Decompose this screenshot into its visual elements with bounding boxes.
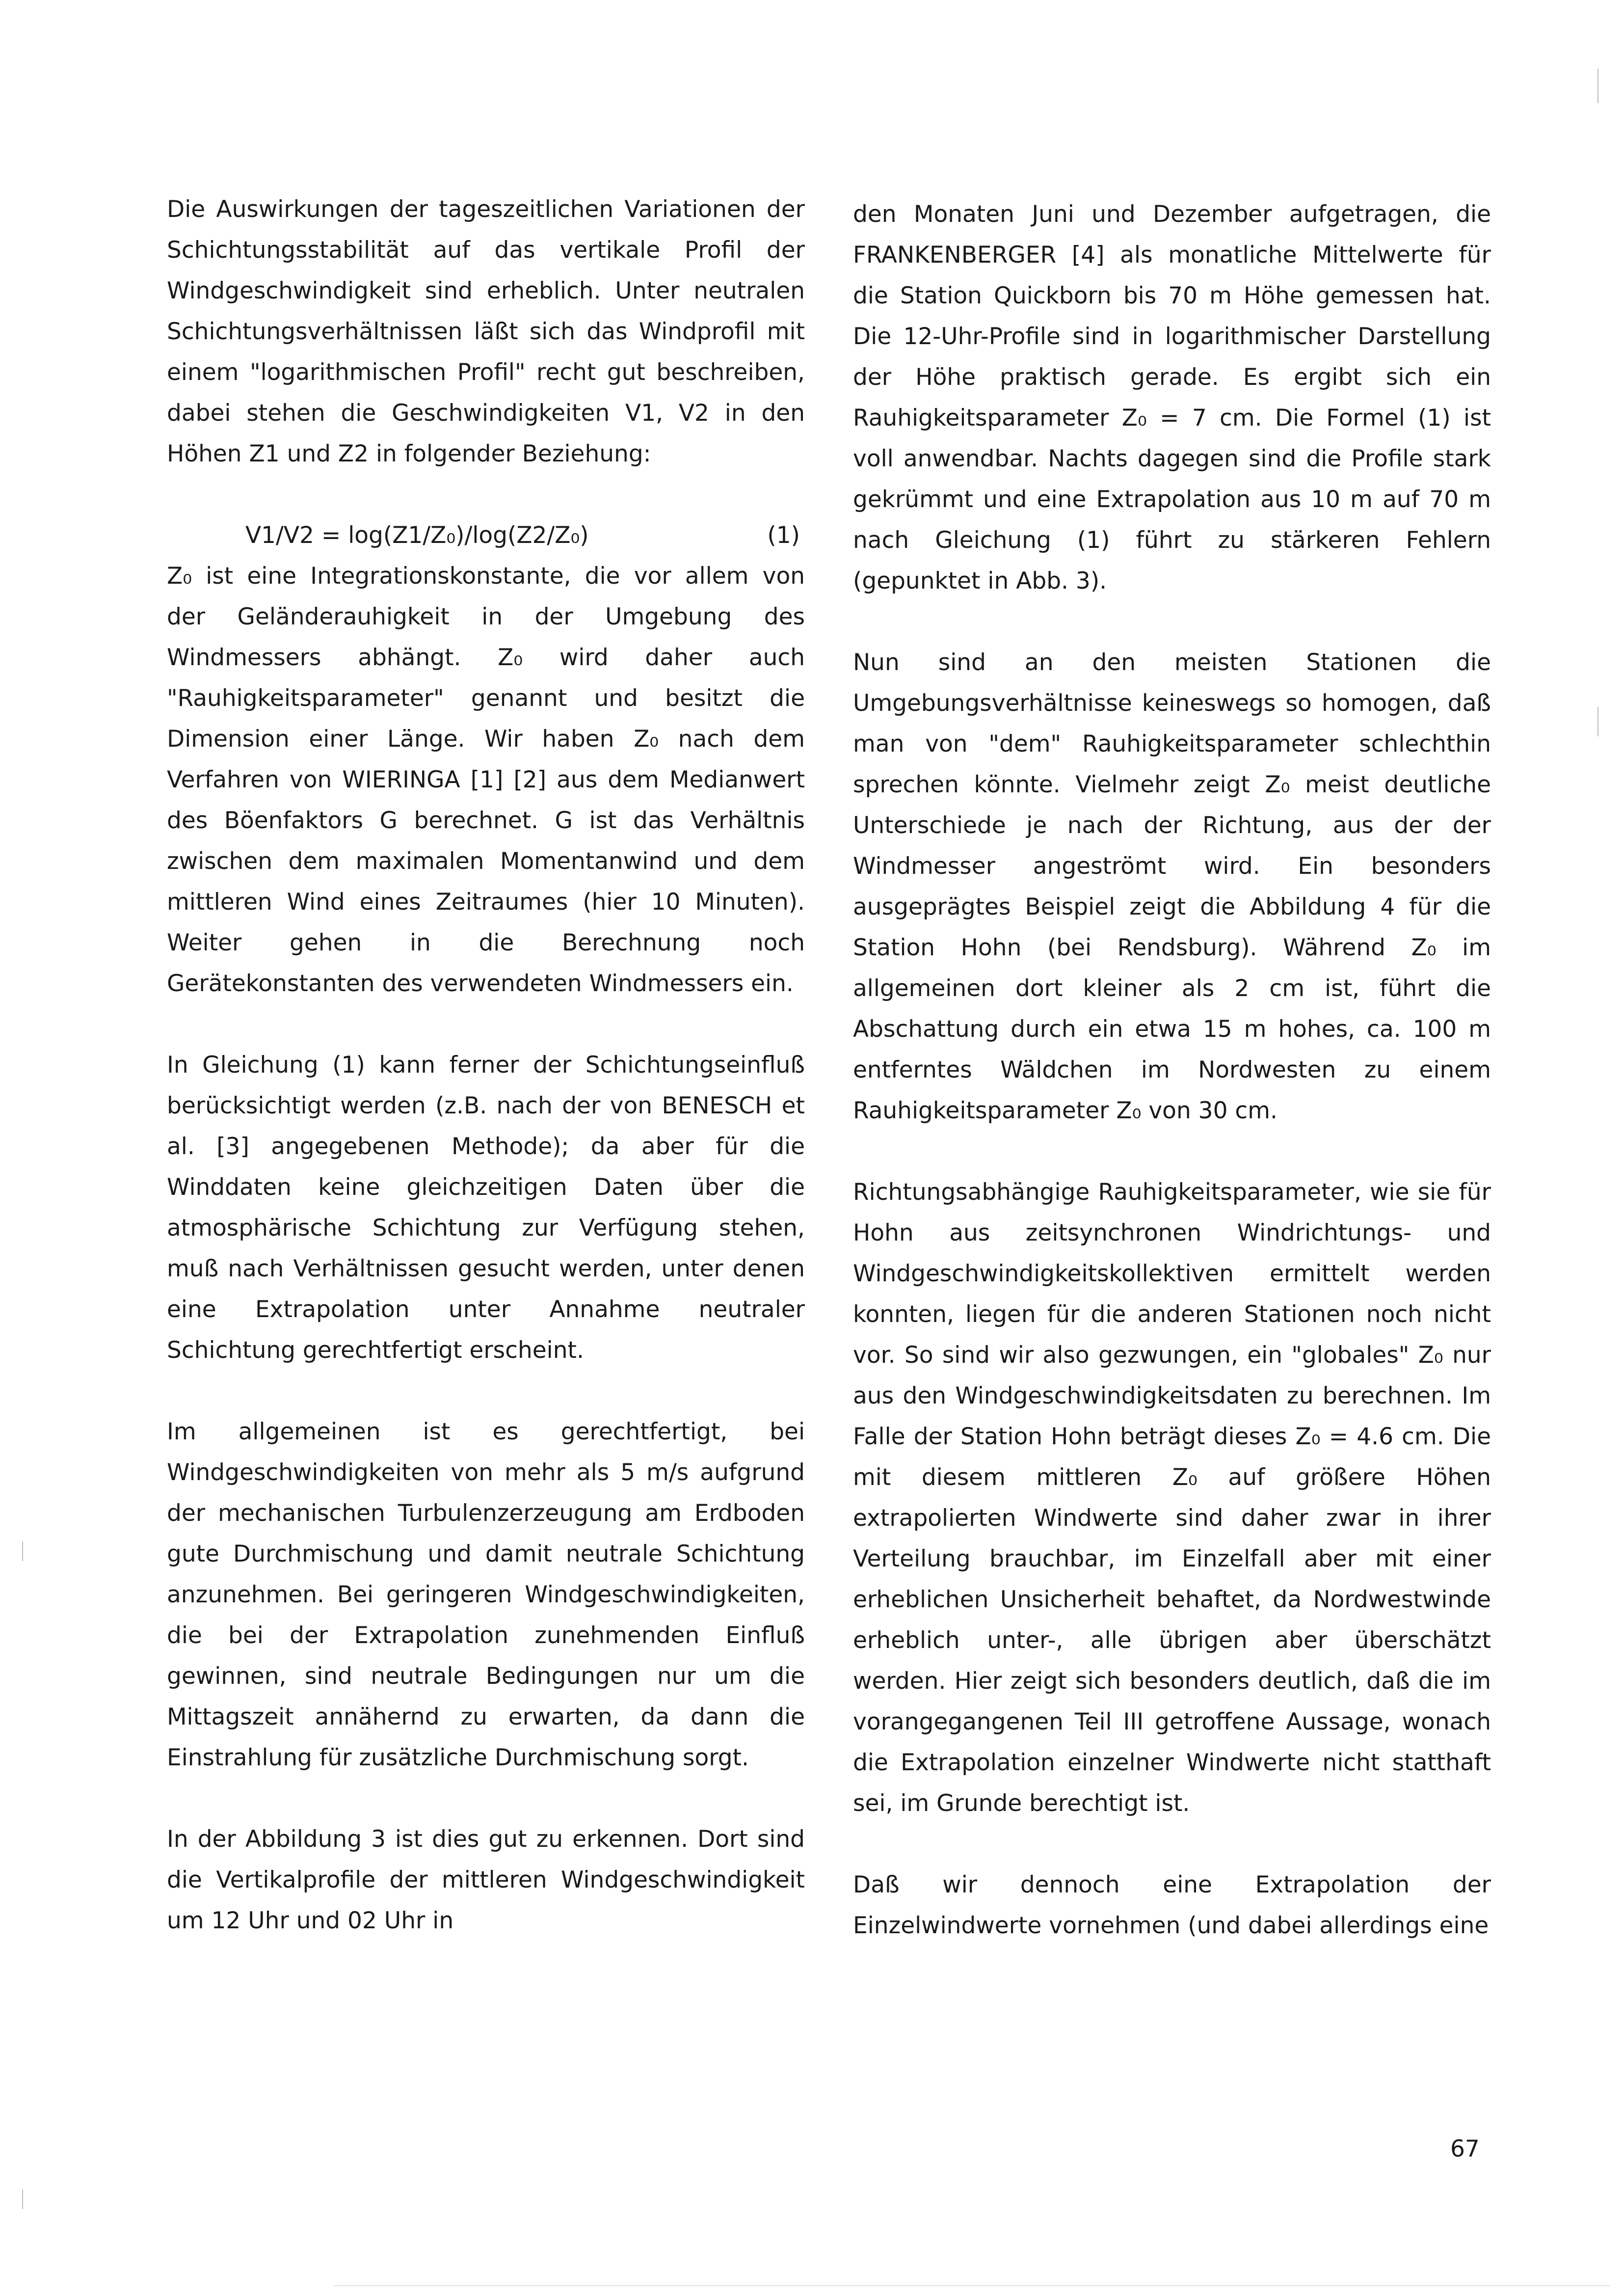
scan-bottom-rule — [334, 2285, 1610, 2286]
paragraph-integrationskonstante: Z₀ ist eine Integrationskonstante, die vor allem von der Geländerauhigkeit in der Umgebung des Windmessers abhängt. Z₀ wird daher auch "Rauhigkeitsparameter" genannt und besitzt die Dimension einer Länge. Wir haben Z₀ nach dem Verfahren von WIERINGA [1] [2] aus dem Medianwert des Böenfaktors G berechnet. G ist das Verhältnis zwischen dem maximalen Momentanwind und dem mittleren Wind eines Zeitraumes (hier 10 Minuten). Weiter gehen in die Berechnung noch Gerätekonstanten des verwendeten Windmessers ein. — [167, 563, 805, 997]
scan-edge-mark — [1597, 707, 1598, 736]
left-text-column — [167, 189, 805, 1941]
paragraph-extrapolation-einzelwindwerte: Daß wir dennoch eine Extrapolation der Einzelwindwerte vornehmen (und dabei allerdings eine — [853, 1871, 1491, 1939]
equation-1 — [167, 515, 805, 556]
paragraph-schichtungsstabilitaet: Die Auswirkungen der tageszeitlichen Variationen der Schichtungsstabilität auf das vertikale Profil der Windgeschwindigkeit sind erheblich. Unter neutralen Schichtungsverhältnissen läßt sich das Windprofil mit einem "logarithmischen Profil" recht gut beschreiben, dabei stehen die Geschwindigkeiten V1, V2 in den Höhen Z1 und Z2 in folgender Beziehung: — [167, 196, 805, 467]
scan-edge-mark — [22, 2189, 23, 2209]
page-number: 67 — [1450, 2135, 1480, 2162]
paragraph-quickborn-profile: den Monaten Juni und Dezember aufgetragen, die FRANKENBERGER [4] als monatliche Mittelwerte für die Station Quickborn bis 70 m Höhe gemessen hat. Die 12-Uhr-Profile sind in logarithmischer Darstellung der Höhe praktisch gerade. Es ergibt sich ein Rauhigkeitsparameter Z₀ = 7 cm. Die Formel (1) ist voll anwendbar. Nachts dagegen sind die Profile stark gekrümmt und eine Extrapolation aus 10 m auf 70 m nach Gleichung (1) führt zu stärkeren Fehlern (gepunktet in Abb. 3). — [853, 201, 1491, 594]
right-text-column — [853, 194, 1491, 1946]
equation-expression: V1/V2 = log(Z1/Z₀)/log(Z2/Z₀) — [245, 522, 589, 549]
paragraph-schichtungseinfluss: In Gleichung (1) kann ferner der Schichtungseinfluß berücksichtigt werden (z.B. nach der von BENESCH et al. [3] angegebenen Methode); da aber für die Winddaten keine gleichzeitigen Daten über die atmosphärische Schichtung zur Verfügung stehen, muß nach Verhältnissen gesucht werden, unter denen eine Extrapolation unter Annahme neutraler Schichtung gerechtfertigt erscheint. — [167, 1052, 805, 1364]
equation-number: (1) — [767, 522, 800, 549]
paragraph-neutrale-schichtung: Im allgemeinen ist es gerechtfertigt, bei Windgeschwindigkeiten von mehr als 5 m/s aufgrund der mechanischen Turbulenzerzeugung am Erdboden gute Durchmischung und damit neutrale Schichtung anzunehmen. Bei geringeren Windgeschwindigkeiten, die bei der Extrapolation zunehmenden Einfluß gewinnen, sind neutrale Bedingungen nur um die Mittagszeit annähernd zu erwarten, da dann die Einstrahlung für zusätzliche Durchmischung sorgt. — [167, 1418, 805, 1771]
paragraph-umgebungsverhaeltnisse: Nun sind an den meisten Stationen die Umgebungsverhältnisse keineswegs so homogen, daß man von "dem" Rauhigkeitsparameter schlechthin sprechen könnte. Vielmehr zeigt Z₀ meist deutliche Unterschiede je nach der Richtung, aus der der Windmesser angeströmt wird. Ein besonders ausgeprägtes Beispiel zeigt die Abbildung 4 für die Station Hohn (bei Rendsburg). Während Z₀ im allgemeinen dort kleiner als 2 cm ist, führt die Abschattung durch ein etwa 15 m hohes, ca. 100 m entferntes Wäldchen im Nordwesten zu einem Rauhigkeitsparameter Z₀ von 30 cm. — [853, 649, 1491, 1124]
scan-edge-mark — [22, 1541, 23, 1561]
paragraph-globales-z0: Richtungsabhängige Rauhigkeitsparameter, wie sie für Hohn aus zeitsynchronen Windrichtungs- und Windgeschwindigkeitskollektiven ermittelt werden konnten, liegen für die anderen Stationen noch nicht vor. So sind wir also gezwungen, ein "globales" Z₀ nur aus den Windgeschwindigkeitsdaten zu berechnen. Im Falle der Station Hohn beträgt dieses Z₀ = 4.6 cm. Die mit diesem mittleren Z₀ auf größere Höhen extrapolierten Windwerte sind daher zwar in ihrer Verteilung brauchbar, im Einzelfall aber mit einer erheblichen Unsicherheit behaftet, da Nordwestwinde erheblich unter-, alle übrigen aber überschätzt werden. Hier zeigt sich besonders deutlich, daß die im vorangegangenen Teil III getroffene Aussage, wonach die Extrapolation einzelner Windwerte nicht statthaft sei, im Grunde berechtigt ist. — [853, 1179, 1491, 1817]
scan-edge-mark — [1597, 69, 1598, 103]
paragraph-abbildung-3: In der Abbildung 3 ist dies gut zu erkennen. Dort sind die Vertikalprofile der mittleren Windgeschwindigkeit um 12 Uhr und 02 Uhr in — [167, 1826, 805, 1934]
